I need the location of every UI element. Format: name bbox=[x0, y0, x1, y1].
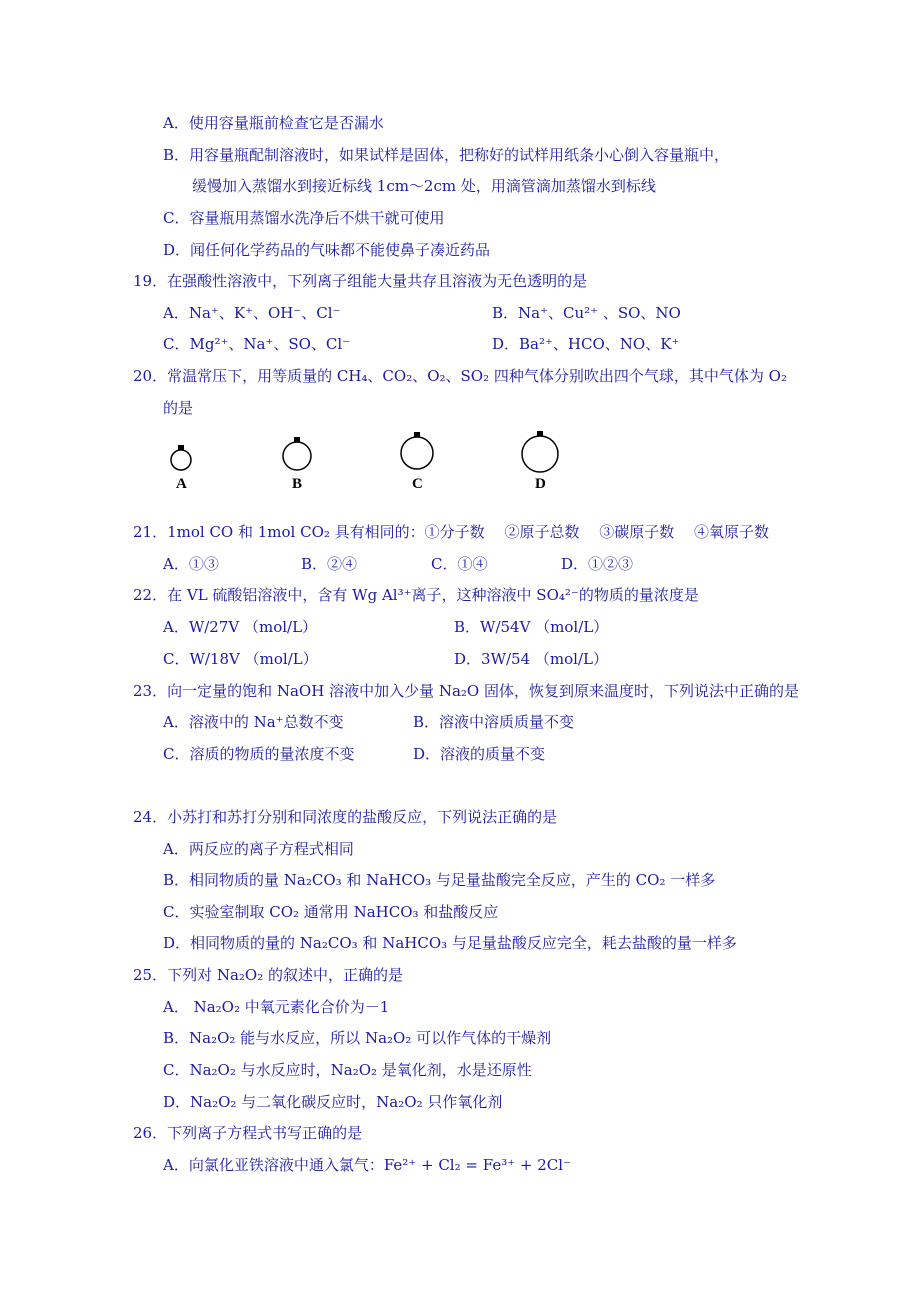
balloon-d-knot bbox=[537, 431, 543, 436]
q24-option-a: A．两反应的离子方程式相同 bbox=[163, 840, 354, 858]
q18-option-a: A．使用容量瓶前检查它是否漏水 bbox=[163, 114, 384, 132]
balloon-c-knot bbox=[414, 432, 420, 437]
balloon-d bbox=[522, 436, 558, 472]
q25-option-a: A． Na₂O₂ 中氧元素化合价为－1 bbox=[163, 998, 390, 1016]
balloon-b-knot bbox=[294, 437, 300, 442]
q23-option-d: D．溶液的质量不变 bbox=[413, 745, 546, 763]
q26-stem: 26．下列离子方程式书写正确的是 bbox=[133, 1124, 363, 1142]
balloon-label-b: B bbox=[292, 476, 303, 492]
q24-stem: 24．小苏打和苏打分别和同浓度的盐酸反应，下列说法正确的是 bbox=[133, 808, 558, 826]
q24-option-c: C．实验室制取 CO₂ 通常用 NaHCO₃ 和盐酸反应 bbox=[163, 903, 499, 921]
q19-option-a: A．Na⁺、K⁺、OH⁻、Cl⁻ bbox=[163, 304, 341, 322]
q25-option-c: C．Na₂O₂ 与水反应时，Na₂O₂ 是氧化剂，水是还原性 bbox=[163, 1061, 532, 1079]
q25-option-b: B．Na₂O₂ 能与水反应，所以 Na₂O₂ 可以作气体的干燥剂 bbox=[163, 1029, 552, 1047]
q22-option-b: B．W/54V （mol/L） bbox=[454, 618, 609, 636]
q21-option-a: A．①③ bbox=[163, 555, 219, 573]
q20-stem-line1: 20．常温常压下，用等质量的 CH₄、CO₂、O₂、SO₂ 四种气体分别吹出四个气球，其中气体为 O₂ bbox=[133, 367, 787, 385]
q24-option-d: D．相同物质的量的 Na₂CO₃ 和 NaHCO₃ 与足量盐酸反应完全，耗去盐酸的量一样多 bbox=[163, 934, 737, 952]
q21-option-b: B．②④ bbox=[301, 555, 358, 573]
balloon-label-c: C bbox=[412, 476, 423, 492]
balloon-c bbox=[401, 437, 433, 469]
q22-stem: 22．在 VL 硫酸铝溶液中，含有 Wg Al³⁺离子，这种溶液中 SO₄²⁻的物质的量浓度是 bbox=[133, 586, 699, 604]
balloon-label-d: D bbox=[535, 476, 546, 492]
balloon-a bbox=[171, 450, 191, 470]
balloon-a-knot bbox=[178, 445, 184, 450]
q21-option-c: C．①④ bbox=[431, 555, 488, 573]
q22-option-c: C．W/18V （mol/L） bbox=[163, 650, 318, 668]
q20-stem-line2: 的是 bbox=[163, 399, 194, 417]
q23-option-c: C．溶质的物质的量浓度不变 bbox=[163, 745, 355, 763]
q18-option-c: C．容量瓶用蒸馏水洗净后不烘干就可使用 bbox=[163, 209, 445, 227]
q18-option-d: D．闻任何化学药品的气味都不能使鼻子凑近药品 bbox=[163, 241, 491, 259]
q24-option-b: B．相同物质的量 Na₂CO₃ 和 NaHCO₃ 与足量盐酸完全反应，产生的 CO₂ 一样多 bbox=[163, 871, 716, 889]
q18-option-b-line1: B．用容量瓶配制溶液时，如果试样是固体，把称好的试样用纸条小心倒入容量瓶中， bbox=[163, 146, 730, 164]
q19-option-d: D．Ba²⁺、HCO、NO、K⁺ bbox=[492, 335, 680, 353]
balloon-label-a: A bbox=[176, 476, 187, 492]
q19-option-b: B．Na⁺、Cu²⁺ 、SO、NO bbox=[492, 304, 681, 322]
q25-option-d: D．Na₂O₂ 与二氧化碳反应时，Na₂O₂ 只作氧化剂 bbox=[163, 1093, 503, 1111]
q26-option-a: A．向氯化亚铁溶液中通入氯气：Fe²⁺ + Cl₂ = Fe³⁺ + 2Cl⁻ bbox=[163, 1156, 571, 1174]
q22-option-d: D．3W/54 （mol/L） bbox=[454, 650, 608, 668]
balloon-b bbox=[283, 442, 311, 470]
q22-option-a: A．W/27V （mol/L） bbox=[163, 618, 318, 636]
q21-option-d: D．①②③ bbox=[561, 555, 634, 573]
q18-option-b-line2: 缓慢加入蒸馏水到接近标线 1cm～2cm 处，用滴管滴加蒸馏水到标线 bbox=[192, 177, 656, 195]
q23-stem: 23．向一定量的饱和 NaOH 溶液中加入少量 Na₂O 固体，恢复到原来温度时，下列说法中正确的是 bbox=[133, 682, 799, 700]
q23-option-a: A．溶液中的 Na⁺总数不变 bbox=[163, 713, 344, 731]
q21-stem: 21．1mol CO 和 1mol CO₂ 具有相同的：①分子数 ②原子总数 ③碳原子数 ④氧原子数 bbox=[133, 523, 769, 541]
q19-stem: 19．在强酸性溶液中，下列离子组能大量共存且溶液为无色透明的是 bbox=[133, 272, 588, 290]
q19-option-c: C．Mg²⁺、Na⁺、SO、Cl⁻ bbox=[163, 335, 351, 353]
q25-stem: 25．下列对 Na₂O₂ 的叙述中，正确的是 bbox=[133, 966, 404, 984]
q23-option-b: B．溶液中溶质质量不变 bbox=[413, 713, 575, 731]
